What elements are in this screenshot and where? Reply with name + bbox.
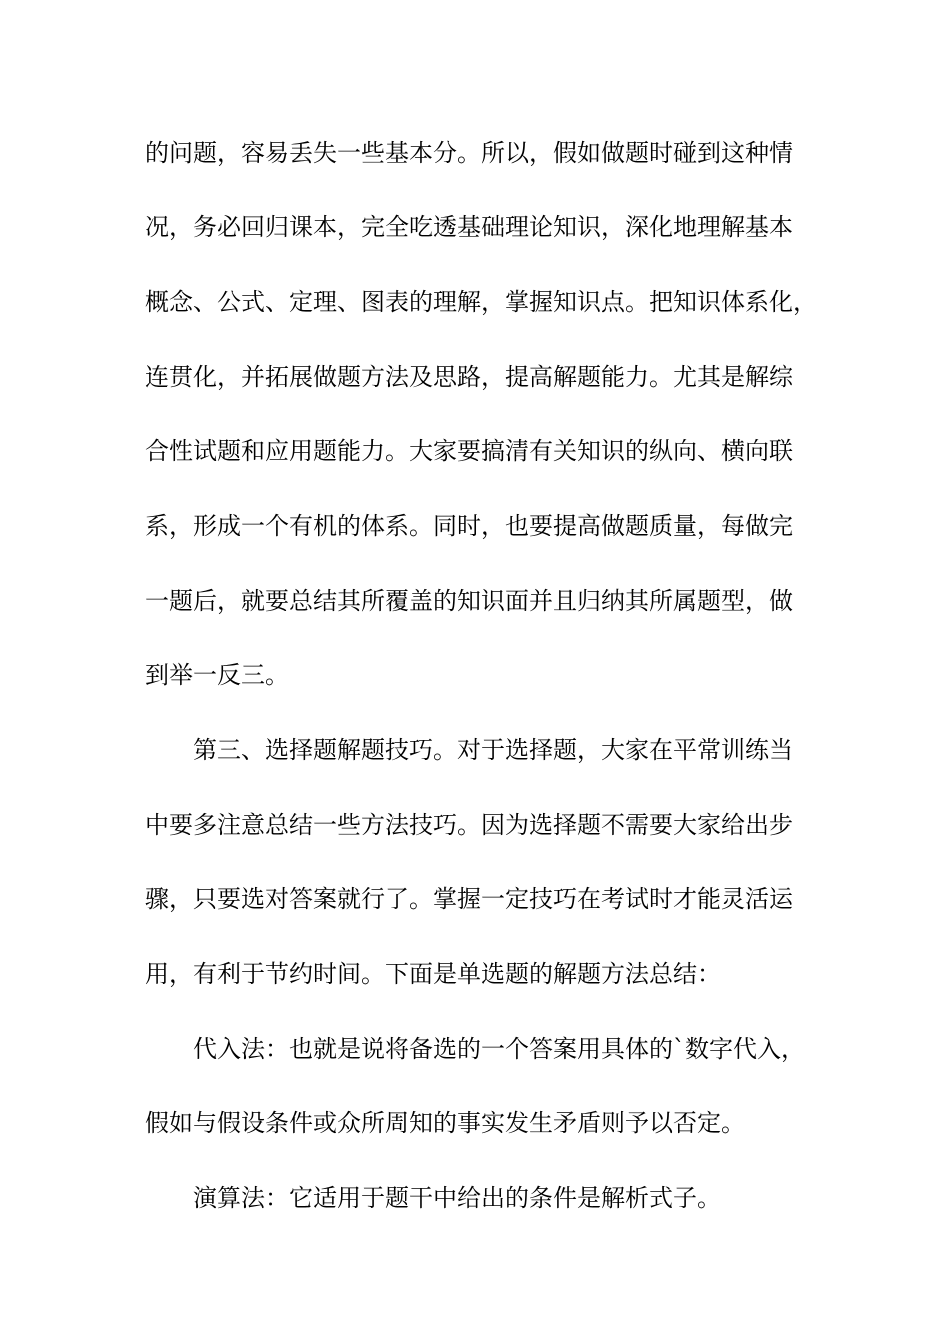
text-line: 况，务必回归课本，完全吃透基础理论知识，深化地理解基本 xyxy=(145,213,793,241)
text-line: 系，形成一个有机的体系。同时，也要提高做题质量，每做完 xyxy=(145,512,793,540)
text-line: 骤，只要选对答案就行了。掌握一定技巧在考试时才能灵活运 xyxy=(145,885,793,913)
paragraph-start-line: 演算法：它适用于题干中给出的条件是解析式子。 xyxy=(193,1184,721,1212)
text-line: 用，有利于节约时间。下面是单选题的解题方法总结： xyxy=(145,960,721,988)
text-line: 一题后，就要总结其所覆盖的知识面并且归纳其所属题型，做 xyxy=(145,587,793,615)
text-line: 连贯化，并拓展做题方法及思路，提高解题能力。尤其是解综 xyxy=(145,363,793,391)
text-line: 中要多注意总结一些方法技巧。因为选择题不需要大家给出步 xyxy=(145,811,793,839)
text-line: 概念、公式、定理、图表的理解，掌握知识点。把知识体系化， xyxy=(145,288,817,316)
text-line: 合性试题和应用题能力。大家要搞清有关知识的纵向、横向联 xyxy=(145,437,793,465)
text-line: 的问题，容易丢失一些基本分。所以，假如做题时碰到这种情 xyxy=(145,139,793,167)
paragraph-start-line: 第三、选择题解题技巧。对于选择题，大家在平常训练当 xyxy=(193,736,793,764)
text-line: 到举一反三。 xyxy=(145,661,289,689)
text-line: 假如与假设条件或众所周知的事实发生矛盾则予以否定。 xyxy=(145,1109,745,1137)
paragraph-start-line: 代入法：也就是说将备选的一个答案用具体的`数字代入， xyxy=(193,1035,805,1063)
